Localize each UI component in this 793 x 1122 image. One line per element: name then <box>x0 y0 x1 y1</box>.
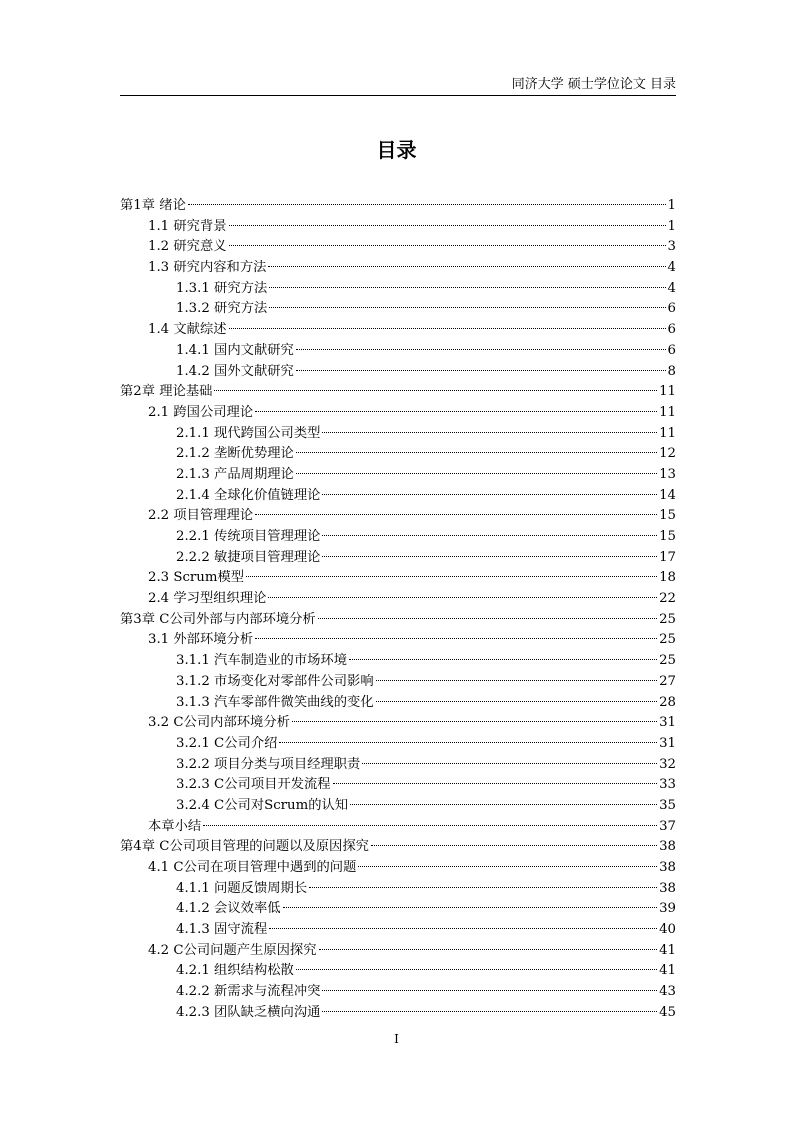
toc-entry-page: 15 <box>659 508 676 524</box>
toc-entry-label: 2.1.1 现代跨国公司类型 <box>176 425 321 441</box>
toc-entry[interactable] <box>120 713 676 734</box>
table-of-contents <box>120 196 676 1024</box>
toc-dot-leader <box>376 701 657 702</box>
toc-entry-label: 2.4 学习型组织理论 <box>148 591 267 607</box>
running-header: 同济大学 硕士学位论文 目录 <box>511 77 676 92</box>
toc-dot-leader <box>333 783 657 784</box>
toc-entry-label: 3.2 C公司内部环境分析 <box>148 715 290 731</box>
toc-entry[interactable] <box>120 961 676 982</box>
toc-entry-label: 2.2.2 敏捷项目管理理论 <box>176 549 321 565</box>
toc-entry-page: 25 <box>659 653 676 669</box>
toc-entry-label: 3.1.3 汽车零部件微笑曲线的变化 <box>176 694 374 710</box>
toc-entry-label: 2.1.4 全球化价值链理论 <box>176 487 321 503</box>
toc-entry[interactable] <box>120 279 676 300</box>
toc-entry[interactable] <box>120 837 676 858</box>
toc-entry-page: 27 <box>659 673 676 689</box>
toc-entry-label: 3.2.2 项目分类与项目经理职责 <box>176 756 361 772</box>
toc-entry-label: 1.4.2 国外文献研究 <box>176 363 294 379</box>
toc-dot-leader <box>255 411 657 412</box>
toc-dot-leader <box>188 204 666 205</box>
toc-entry-label: 4.2 C公司问题产生原因探究 <box>148 942 317 958</box>
toc-dot-leader <box>229 225 666 226</box>
toc-dot-leader <box>268 597 657 598</box>
toc-entry-page: 8 <box>667 363 676 379</box>
toc-entry[interactable] <box>120 734 676 755</box>
toc-entry[interactable] <box>120 589 676 610</box>
toc-dot-leader <box>322 990 657 991</box>
toc-dot-leader <box>269 928 657 929</box>
toc-entry-page: 6 <box>667 342 676 358</box>
toc-entry[interactable] <box>120 465 676 486</box>
toc-entry[interactable] <box>120 237 676 258</box>
toc-entry-page: 4 <box>667 260 676 276</box>
toc-dot-leader <box>268 266 665 267</box>
toc-entry-page: 1 <box>667 218 676 234</box>
toc-entry-page: 25 <box>659 611 676 627</box>
toc-entry[interactable] <box>120 920 676 941</box>
toc-entry-page: 13 <box>659 466 676 482</box>
toc-dot-leader <box>296 452 657 453</box>
toc-entry[interactable] <box>120 382 676 403</box>
toc-dot-leader <box>350 804 657 805</box>
page-title: 目录 <box>376 138 417 162</box>
toc-entry-page: 22 <box>659 591 676 607</box>
toc-entry-page: 11 <box>659 404 676 420</box>
toc-entry-page: 11 <box>659 425 676 441</box>
toc-dot-leader <box>292 721 657 722</box>
toc-entry-page: 11 <box>659 384 676 400</box>
toc-entry-label: 4.1 C公司在项目管理中遇到的问题 <box>148 860 357 875</box>
toc-dot-leader <box>283 907 658 908</box>
toc-dot-leader <box>269 307 665 308</box>
toc-entry-label: 1.3.2 研究方法 <box>176 301 268 317</box>
toc-entry-label: 第3章 C公司外部与内部环境分析 <box>120 611 316 627</box>
toc-entry-label: 3.2.4 C公司对Scrum的认知 <box>176 797 349 813</box>
toc-entry-page: 12 <box>659 446 676 462</box>
toc-dot-leader <box>322 432 657 433</box>
toc-entry[interactable] <box>120 299 676 320</box>
toc-dot-leader <box>203 825 657 826</box>
toc-entry-page: 38 <box>659 839 676 855</box>
toc-entry-page: 35 <box>659 797 676 813</box>
toc-entry-page: 17 <box>659 549 676 565</box>
toc-entry-label: 本章小结 <box>148 818 202 834</box>
toc-entry[interactable] <box>120 424 676 445</box>
toc-dot-leader <box>229 328 666 329</box>
toc-entry-page: 4 <box>667 280 676 296</box>
toc-entry-page: 41 <box>659 963 676 979</box>
toc-entry[interactable] <box>120 486 676 507</box>
toc-entry-label: 3.1 外部环境分析 <box>148 632 254 648</box>
toc-entry-label: 4.2.1 组织结构松散 <box>176 963 294 979</box>
toc-entry-page: 33 <box>659 777 676 793</box>
toc-entry-page: 6 <box>667 301 676 317</box>
toc-entry[interactable] <box>120 1003 676 1024</box>
toc-entry-label: 1.4 文献综述 <box>148 322 227 338</box>
toc-entry-page: 1 <box>667 198 676 213</box>
toc-entry-label: 2.1.3 产品周期理论 <box>176 466 294 482</box>
toc-entry-page: 32 <box>659 756 676 772</box>
toc-entry-page: 40 <box>659 922 676 938</box>
toc-entry[interactable] <box>120 527 676 548</box>
toc-entry-label: 2.2 项目管理理论 <box>148 508 254 524</box>
toc-entry-label: 4.2.3 团队缺乏横向沟通 <box>176 1004 321 1020</box>
toc-entry-label: 2.3 Scrum模型 <box>148 570 245 586</box>
toc-entry-page: 41 <box>659 942 676 958</box>
toc-entry[interactable] <box>120 341 676 362</box>
toc-entry[interactable] <box>120 941 676 962</box>
toc-dot-leader <box>214 390 657 391</box>
toc-entry-label: 1.3.1 研究方法 <box>176 280 268 296</box>
toc-entry-label: 2.1 跨国公司理论 <box>148 404 254 420</box>
toc-entry-label: 3.1.1 汽车制造业的市场环境 <box>176 653 348 669</box>
toc-entry[interactable] <box>120 320 676 341</box>
toc-dot-leader <box>358 866 657 867</box>
toc-entry[interactable] <box>120 982 676 1003</box>
toc-dot-leader <box>318 618 657 619</box>
toc-entry-page: 28 <box>659 694 676 710</box>
toc-dot-leader <box>279 742 657 743</box>
toc-entry-label: 第2章 理论基础 <box>120 384 213 400</box>
toc-entry-page: 45 <box>659 1004 676 1020</box>
toc-dot-leader <box>319 949 658 950</box>
toc-entry-label: 4.2.2 新需求与流程冲突 <box>176 984 321 1000</box>
toc-dot-leader <box>349 659 657 660</box>
toc-entry[interactable] <box>120 651 676 672</box>
toc-entry-page: 43 <box>659 984 676 1000</box>
toc-entry-page: 14 <box>659 487 676 503</box>
toc-dot-leader <box>371 845 657 846</box>
toc-entry-label: 第4章 C公司项目管理的问题以及原因探究 <box>120 839 369 855</box>
toc-dot-leader <box>309 887 657 888</box>
toc-dot-leader <box>322 535 657 536</box>
toc-entry-page: 38 <box>659 880 676 896</box>
toc-entry[interactable] <box>120 217 676 238</box>
toc-entry[interactable] <box>120 362 676 383</box>
toc-entry-page: 38 <box>659 860 676 875</box>
toc-entry[interactable] <box>120 755 676 776</box>
toc-entry[interactable] <box>120 879 676 900</box>
toc-entry-label: 1.4.1 国内文献研究 <box>176 342 294 358</box>
toc-entry[interactable] <box>120 610 676 631</box>
toc-dot-leader <box>255 514 657 515</box>
toc-entry-label: 4.1.2 会议效率低 <box>176 901 281 917</box>
toc-entry-page: 3 <box>667 239 676 255</box>
toc-entry-page: 37 <box>659 818 676 834</box>
toc-entry-label: 1.3 研究内容和方法 <box>148 260 267 276</box>
toc-entry-label: 4.1.1 问题反馈周期长 <box>176 880 308 896</box>
toc-entry-page: 15 <box>659 529 676 544</box>
toc-entry-label: 1.2 研究意义 <box>148 239 227 255</box>
toc-dot-leader <box>229 245 666 246</box>
toc-entry-label: 4.1.3 固守流程 <box>176 922 268 938</box>
toc-entry-page: 6 <box>667 322 676 338</box>
toc-entry-label: 1.1 研究背景 <box>148 218 227 234</box>
toc-dot-leader <box>296 969 657 970</box>
toc-entry[interactable] <box>120 258 676 279</box>
toc-entry-page: 31 <box>659 715 676 731</box>
header-rule <box>120 95 676 96</box>
toc-entry-label: 3.2.1 C公司介绍 <box>176 735 278 751</box>
toc-entry[interactable] <box>120 775 676 796</box>
toc-entry[interactable] <box>120 796 676 817</box>
toc-entry-label: 2.1.2 垄断优势理论 <box>176 446 294 462</box>
toc-dot-leader <box>322 556 657 557</box>
toc-entry[interactable] <box>120 630 676 651</box>
toc-dot-leader <box>376 680 657 681</box>
toc-dot-leader <box>246 576 657 577</box>
toc-entry[interactable] <box>120 817 676 838</box>
toc-entry[interactable] <box>120 672 676 693</box>
toc-entry[interactable] <box>120 899 676 920</box>
toc-entry[interactable] <box>120 693 676 714</box>
toc-entry[interactable] <box>120 548 676 569</box>
toc-dot-leader <box>296 349 666 350</box>
page-number: I <box>394 1032 399 1046</box>
toc-entry-label: 第1章 绪论 <box>120 198 186 213</box>
toc-dot-leader <box>296 473 657 474</box>
toc-entry-label: 2.2.1 传统项目管理理论 <box>176 529 321 544</box>
toc-entry[interactable] <box>120 196 676 217</box>
toc-dot-leader <box>322 494 657 495</box>
toc-entry-label: 3.2.3 C公司项目开发流程 <box>176 777 331 793</box>
toc-dot-leader <box>255 638 657 639</box>
toc-dot-leader <box>362 763 657 764</box>
toc-entry-page: 25 <box>659 632 676 648</box>
toc-entry[interactable] <box>120 506 676 527</box>
toc-dot-leader <box>269 287 665 288</box>
toc-entry-page: 18 <box>659 570 676 586</box>
toc-entry-page: 31 <box>659 735 676 751</box>
toc-dot-leader <box>296 370 666 371</box>
toc-entry-page: 39 <box>659 901 676 917</box>
toc-dot-leader <box>322 1011 657 1012</box>
toc-entry[interactable] <box>120 858 676 879</box>
toc-entry[interactable] <box>120 568 676 589</box>
toc-entry[interactable] <box>120 444 676 465</box>
toc-entry[interactable] <box>120 403 676 424</box>
toc-entry-label: 3.1.2 市场变化对零部件公司影响 <box>176 673 374 689</box>
